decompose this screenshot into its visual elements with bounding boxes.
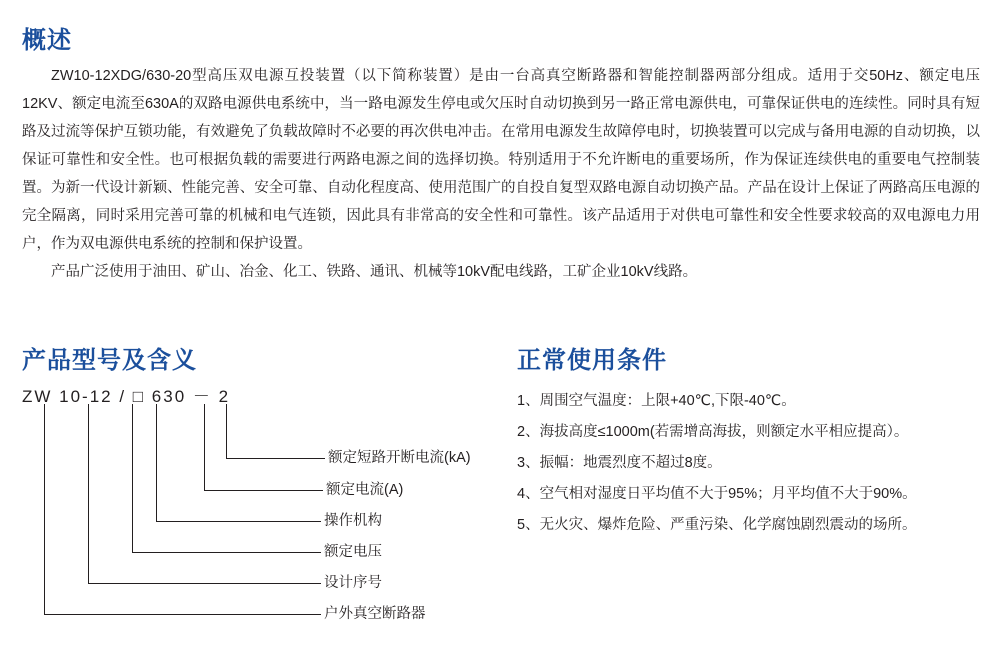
model-designation-diagram xyxy=(22,382,492,632)
conditions-item: 1、周围空气温度：上限+40℃,下限-40℃。 xyxy=(517,393,796,409)
overview-heading: 概述 xyxy=(22,27,72,54)
leader-label-1: 额定短路开断电流(kA) xyxy=(328,450,471,466)
conditions-heading: 正常使用条件 xyxy=(517,347,667,374)
conditions-item: 5、无火灾、爆炸危险、严重污染、化学腐蚀剧烈震动的场所。 xyxy=(517,517,917,533)
leader-label-3: 操作机构 xyxy=(324,513,382,529)
model-designation-heading: 产品型号及含义 xyxy=(22,347,197,374)
model-code-string: ZW 10-12 / □ 630 － 2 xyxy=(22,387,231,406)
overview-paragraph-1: ZW10-12XDG/630-20型高压双电源互投装置（以下简称装置）是由一台高真空断路器和智能控制器两部分组成。适用于交50Hz、额定电压12KV、额定电流至630A的双路电源供电系统中，当一路电源发生停电或欠压时自动切换到另一路正常电源供电，可靠保证供电的连续性。同时具有短路及过流等保护互锁功能，有效避免了负载故障时不必要的再次供电冲击。在常用电源发生故障停电时，切换装置可以完成与备用电源的自动切换，以保证可靠性和安全性。也可根据负载的需要进行两路电源之间的选择切换。特别适用于不允许断电的重要场所，作为保证连续供电的重要电气控制装置。为新一代设计新颖、性能完善、安全可靠、自动化程度高、使用范围广的自投自复型双路电源自动切换产品。产品在设计上保证了两路高压电源的完全隔离，同时采用完善可靠的机械和电气连锁，因此具有非常高的安全性和可靠性。该产品适用于对供电可靠性和安全性要求较高的双电源电力用户，作为双电源供电系统的控制和保护设置。 xyxy=(22,68,980,252)
overview-paragraph-2: 产品广泛使用于油田、矿山、冶金、化工、铁路、通讯、机械等10kV配电线路，工矿企业10kV线路。 xyxy=(51,264,698,280)
overview-body xyxy=(22,62,980,286)
conditions-item: 4、空气相对湿度日平均值不大于95%；月平均值不大于90%。 xyxy=(517,486,917,502)
leader-line-6 xyxy=(44,404,321,615)
leader-label-6: 户外真空断路器 xyxy=(324,606,426,622)
leader-label-2: 额定电流(A) xyxy=(326,482,404,498)
leader-label-4: 额定电压 xyxy=(324,544,382,560)
conditions-list xyxy=(517,386,987,541)
conditions-item: 3、振幅：地震烈度不超过8度。 xyxy=(517,455,722,471)
conditions-item: 2、海拔高度≤1000m(若需增高海拔，则额定水平相应提高）。 xyxy=(517,424,909,440)
leader-label-5: 设计序号 xyxy=(324,575,382,591)
